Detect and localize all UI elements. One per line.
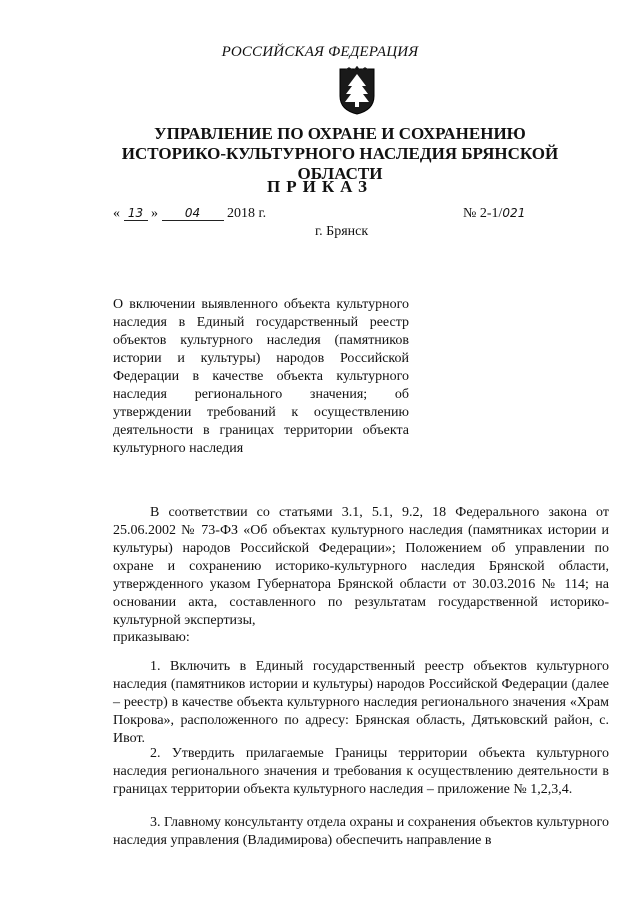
date-month-field: 04 [162, 207, 224, 221]
order-item-1: 1. Включить в Единый государственный реестр объектов культурного наследия (памятников истории и культуры) народов Российской Федерации (далее – реестр) в качестве объекта культурного наследия регионального значения «Храм Покрова», расположенного по адресу: Брянская область, Дятьковский район, с. Ивот. [113, 659, 609, 746]
organization-title: УПРАВЛЕНИЕ ПО ОХРАНЕ И СОХРАНЕНИЮ ИСТОРИКО-КУЛЬТУРНОГО НАСЛЕДИЯ БРЯНСКОЙ ОБЛАСТИ [121, 124, 559, 183]
bryansk-coat-of-arms-icon [336, 66, 378, 116]
country-heading: РОССИЙСКАЯ ФЕДЕРАЦИЯ [221, 44, 419, 60]
date-open-quote: « [113, 206, 120, 221]
document-type-heading: ПРИКАЗ [267, 177, 373, 196]
order-date [113, 206, 266, 222]
order-subject: О включении выявленного объекта культурного наследия в Единый государственный реестр объектов культурного наследия (памятников истории и культуры) народов Российской Федерации в качестве объекта культурного наследия регионального значения; об утверждении требований к осуществлению деятельности в границах территории объекта культурного наследия [113, 297, 409, 456]
order-directive: приказываю: [113, 630, 190, 645]
order-number [463, 206, 525, 222]
city-line: г. Брянск [315, 224, 369, 239]
order-item-2: 2. Утвердить прилагаемые Границы территории объекта культурного наследия регионального значения и требования к осуществлению деятельности в границах территории объекта культурного наследия – приложение № 1,2,3,4. [113, 746, 609, 797]
date-day-field: 13 [124, 207, 148, 221]
order-item-3: 3. Главному консультанту отдела охраны и сохранения объектов культурного наследия управления (Владимирова) обеспечить направление в [113, 815, 609, 848]
date-year: 2018 г. [227, 206, 267, 221]
order-number-value: 021 [502, 206, 526, 220]
date-close-quote: » [151, 206, 158, 221]
order-number-prefix: № 2-1/ [463, 206, 503, 221]
preamble-paragraph: В соответствии со статьями 3.1, 5.1, 9.2, 18 Федерального закона от 25.06.2002 № 73-ФЗ «Об объектах культурного наследия (памятниках истории и культуры) народов Российской Федерации»; Положением об управлении по охране и сохранению историко-культурного наследия Брянской области, утвержденного указом Губернатора Брянской области от 30.03.2016 № 114; на основании акта, составленного по результатам государственной историко-культурной экспертизы, [113, 505, 609, 628]
